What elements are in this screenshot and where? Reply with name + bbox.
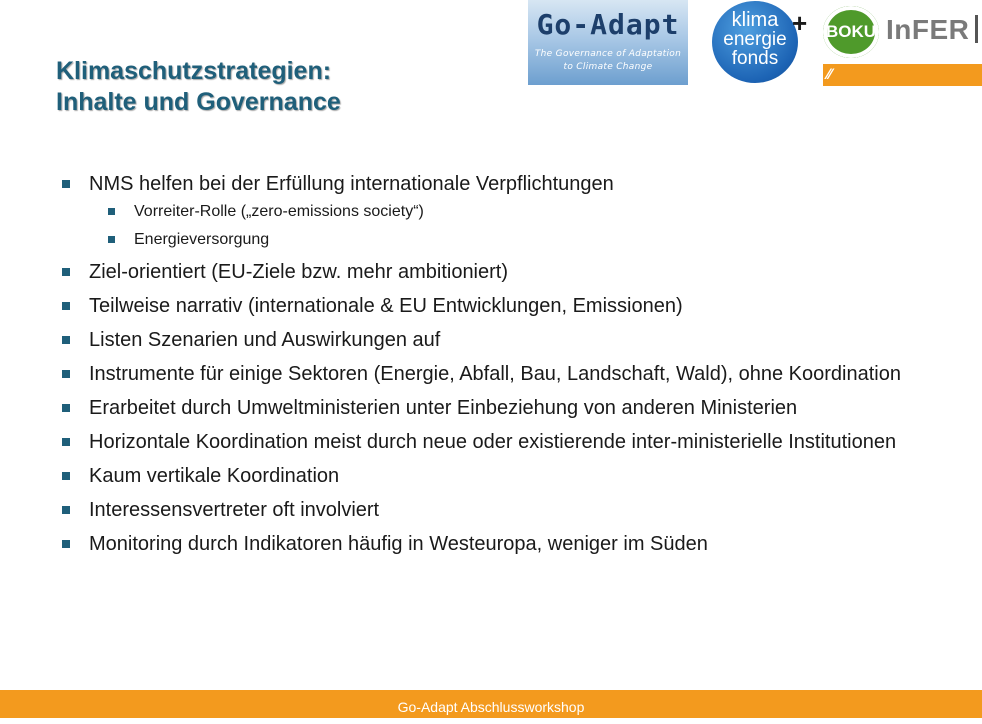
bullet-text: Erarbeitet durch Umweltministerien unter Einbeziehung von anderen Ministerien	[89, 397, 798, 419]
slide-title-line-1: Klimaschutzstrategien:	[56, 57, 332, 85]
slide-title	[56, 56, 341, 118]
boku-orange-strip	[823, 64, 982, 86]
bullet-text: Interessensvertreter oft involviert	[89, 499, 380, 521]
bullet-text: Kaum vertikale Koordination	[89, 465, 340, 487]
go-adapt-logo-tagline: The Governance of Adaptation to Climate Change	[534, 49, 682, 72]
bullet-text: Horizontale Koordination meist durch neue oder existierende inter-ministerielle Institutionen	[89, 431, 897, 453]
go-adapt-logo-wordmark: Go-Adapt	[536, 8, 680, 41]
boku-logo: BOKU	[823, 6, 879, 58]
sub-bullet-item: Energieversorgung	[104, 230, 960, 250]
bullet-text: NMS helfen bei der Erfüllung internationale Verpflichtungen	[89, 173, 614, 195]
bullet-content	[60, 172, 960, 566]
bullet-item	[60, 532, 960, 556]
boku-mark-icon: ⁄⁄	[827, 67, 832, 83]
bullet-item	[60, 294, 960, 318]
sub-bullet-list	[89, 202, 960, 250]
bullet-text: Teilweise narrativ (internationale & EU Entwicklungen, Emissionen)	[89, 295, 683, 317]
bullet-text: Ziel-orientiert (EU-Ziele bzw. mehr ambitioniert)	[89, 261, 509, 283]
bullet-item	[60, 498, 960, 522]
bullet-text: Listen Szenarien und Auswirkungen auf	[89, 329, 441, 351]
bullet-list	[60, 172, 960, 556]
slide-title-line-2: Inhalte und Governance	[56, 88, 341, 116]
plus-sign: +	[792, 8, 808, 38]
go-adapt-logo	[528, 0, 688, 85]
bullet-item	[60, 172, 960, 250]
bullet-item	[60, 362, 960, 386]
bullet-item	[60, 328, 960, 352]
bullet-text: Monitoring durch Indikatoren häufig in Westeuropa, weniger im Süden	[89, 533, 708, 555]
infer-logo: InFER	[886, 14, 978, 46]
bullet-text: Instrumente für einige Sektoren (Energie, Abfall, Bau, Landschaft, Wald), ohne Koordination	[89, 363, 901, 385]
footer-bar: Go-Adapt Abschlussworkshop	[0, 690, 982, 718]
bullet-item	[60, 464, 960, 488]
sub-bullet-item: Vorreiter-Rolle („zero-emissions society“)	[104, 202, 960, 222]
bullet-item	[60, 430, 960, 454]
bullet-item	[60, 396, 960, 420]
klima-energie-fonds-logo: klima energie fonds	[712, 1, 798, 83]
bullet-item	[60, 260, 960, 284]
